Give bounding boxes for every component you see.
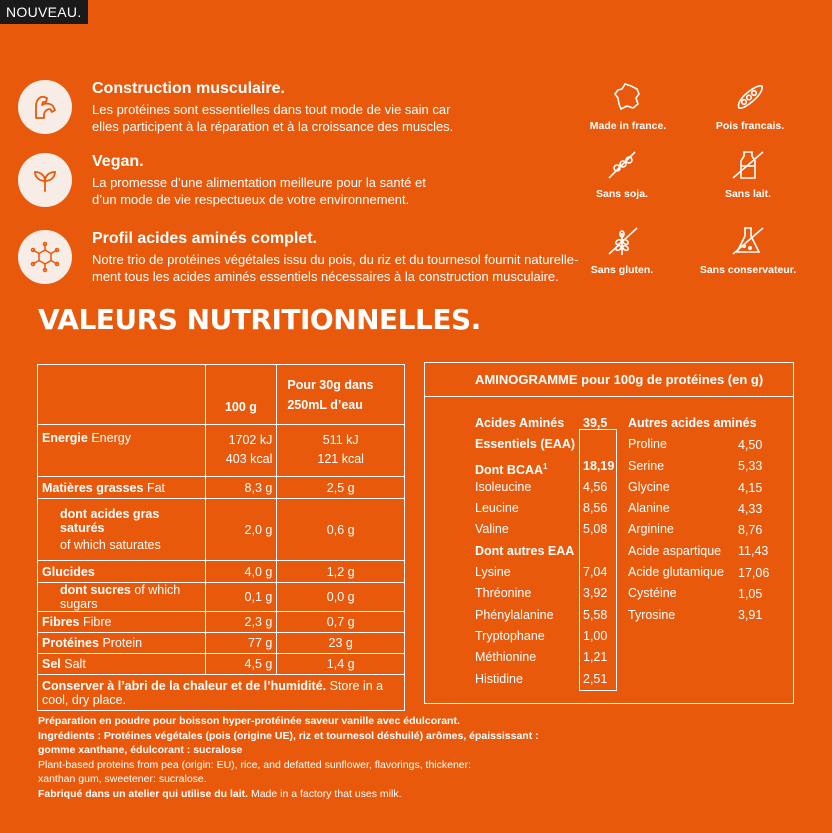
list-item: Glycine bbox=[628, 479, 670, 494]
feature-description: Notre trio de protéines végétales issu du pois, du riz et du tournesol fournit naturelle- ment tous les acides aminés essentiels nécessaires à la construction musculaire. bbox=[92, 252, 579, 284]
list-item: Tryptophane bbox=[475, 628, 545, 643]
list-item: Leucine bbox=[475, 501, 519, 516]
no-soy-icon bbox=[603, 148, 641, 182]
ingredients-block: Préparation en poudre pour boisson hyper-protéinée saveur vanille avec édulcorant. Ingrédients : Protéines végétales (pois (origine UE), riz et tournesol déshuilé) arômes, épaississant : gomme xanthane, édulcorant : sucralose Plant-based proteins from pea (origin: EU), rice, and defatted sunflower, flavorings, thickener: xanthan gum, sweetener: sucralose. Fabriqué dans un atelier qui utilise du lait. Made in a factory that uses milk. bbox=[38, 715, 539, 800]
feature-description: Les protéines sont essentielles dans tout mode de vie sain car elles participent à la réparation et à la croissance des muscles. bbox=[92, 102, 454, 134]
page-title: VALEURS NUTRITIONNELLES. bbox=[38, 303, 481, 336]
attribute-sans-conservateur: Sans conservateur. bbox=[688, 224, 808, 276]
list-item: Thréonine bbox=[475, 586, 532, 601]
table-row: Fibres Fibre 2,3 g 0,7 g bbox=[38, 612, 405, 633]
list-item: Valine bbox=[475, 522, 509, 537]
molecule-icon bbox=[18, 230, 72, 284]
list-item: Histidine bbox=[475, 671, 523, 686]
new-badge: NOUVEAU. bbox=[0, 0, 88, 24]
aminogram-table bbox=[424, 362, 794, 704]
list-item: Lysine bbox=[475, 565, 511, 580]
no-milk-icon bbox=[729, 148, 767, 182]
list-item: Alanine bbox=[628, 501, 670, 516]
list-item: Arginine bbox=[628, 522, 674, 537]
list-item: Acide aspartique bbox=[628, 543, 722, 558]
feature-title: Construction musculaire. bbox=[92, 80, 285, 97]
essential-amino-acids: Acides Aminés Essentiels (EAA) Dont BCAA$^1$ Isoleucine Leucine Valine Dont autres EAA Lysine Thréonine Phénylalanine Tryptophane Méthionine Histidine bbox=[475, 413, 575, 690]
table-row: Matières grasses Fat 8,3 g 2,5 g bbox=[38, 477, 405, 499]
list-item: Serine bbox=[628, 458, 665, 473]
feature-description: La promesse d’une alimentation meilleure pour la santé et d’un mode de vie respectueux de votre environnement. bbox=[92, 175, 426, 207]
list-item: Méthionine bbox=[475, 650, 537, 665]
list-item: Isoleucine bbox=[475, 479, 532, 494]
list-item: Cystéine bbox=[628, 586, 677, 601]
list-item: Phénylalanine bbox=[475, 607, 554, 622]
aminogram-header: AMINOGRAMME pour 100g de protéines (en g) bbox=[425, 363, 793, 397]
attribute-pois-francais: Pois francais. bbox=[690, 80, 810, 132]
pea-pod-icon bbox=[733, 80, 767, 114]
leaf-sprout-icon bbox=[18, 153, 72, 207]
no-gluten-icon bbox=[603, 224, 641, 258]
feature-title: Vegan. bbox=[92, 153, 144, 170]
muscle-arm-icon bbox=[18, 80, 72, 134]
table-row: Protéines Protein 77 g 23 g bbox=[38, 633, 405, 654]
list-item: Tyrosine bbox=[628, 607, 676, 622]
nutrition-table bbox=[37, 364, 405, 711]
france-map-icon bbox=[611, 80, 645, 114]
table-row: Energie Energy 1702 kJ 403 kcal 511 kJ 121 kcal bbox=[38, 425, 405, 477]
attribute-sans-soja: Sans soja. bbox=[562, 148, 682, 200]
table-row: dont sucres of which sugars 0,1 g 0,0 g bbox=[38, 583, 405, 612]
table-row: dont acides gras saturés of which saturates 2,0 g 0,6 g bbox=[38, 499, 405, 561]
table-row: Glucides 4,0 g 1,2 g bbox=[38, 561, 405, 583]
attribute-sans-lait: Sans lait. bbox=[688, 148, 808, 200]
table-header-row: 100 g Pour 30g dans 250mL d’eau bbox=[38, 365, 405, 425]
list-item: Proline bbox=[628, 437, 667, 452]
table-row: Sel Salt 4,5 g 1,4 g bbox=[38, 654, 405, 675]
feature-title: Profil acides aminés complet. bbox=[92, 230, 317, 247]
other-amino-acids: Autres acides aminés Proline Serine Glycine Alanine Arginine Acide aspartique Acide glutamique Cystéine Tyrosine bbox=[628, 413, 757, 626]
list-item: Acide glutamique bbox=[628, 565, 724, 580]
storage-row: Conserver à l’abri de la chaleur et de l’humidité. Store in a cool, dry place. bbox=[38, 675, 405, 711]
attribute-made-in-france: Made in france. bbox=[568, 80, 688, 132]
essential-values: 39,5 18,19 4,56 8,56 5,08 7,04 3,92 5,58 1,00 1,21 2,51 bbox=[583, 416, 615, 686]
other-values: 4,50 5,33 4,15 4,33 8,76 11,43 17,06 1,05 3,91 bbox=[738, 438, 770, 623]
attribute-sans-gluten: Sans gluten. bbox=[562, 224, 682, 276]
no-preservative-icon bbox=[729, 224, 767, 258]
